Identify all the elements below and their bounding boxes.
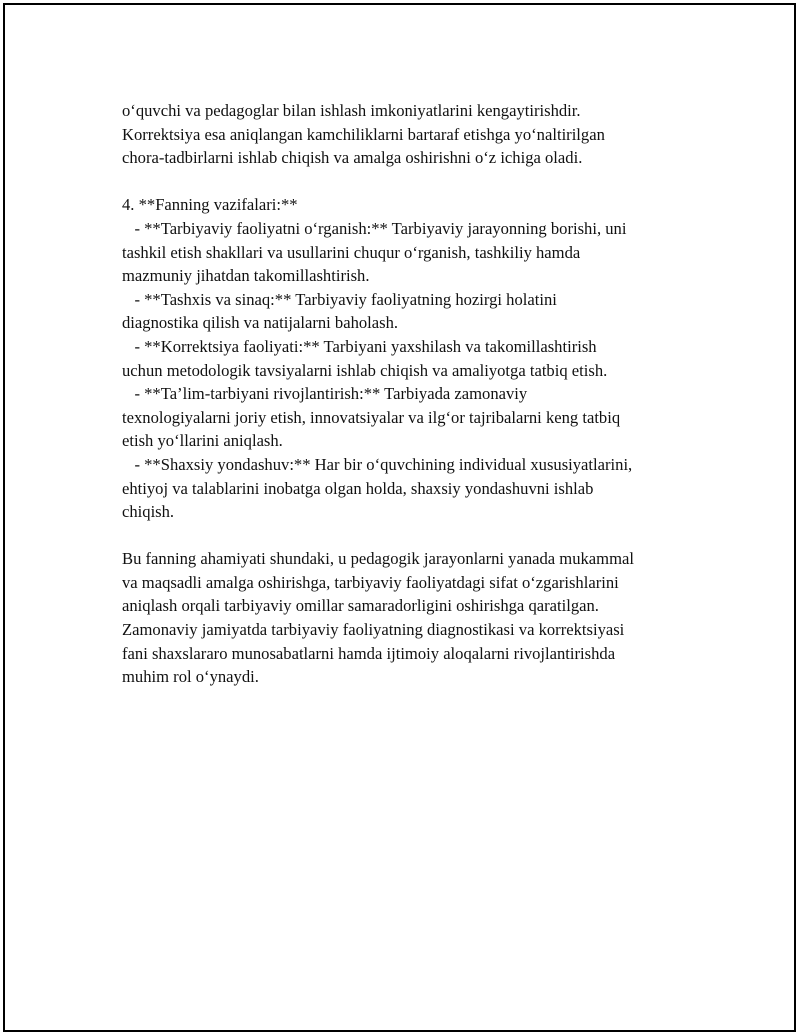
conclusion-line: Bu fanning ahamiyati shundaki, u pedagogik jarayonlarni yanada mukammal [122, 549, 634, 569]
task-line: texnologiyalarni joriy etish, innovatsiyalar va ilg‘or tajribalarni keng tatbiq [122, 407, 621, 427]
task-line: - **Shaxsiy yondashuv:** Har bir o‘quvchining individual xususiyatlarini, [122, 454, 633, 474]
conclusion-line: fani shaxslararo munosabatlarni hamda ijtimoiy aloqalarni rivojlantirishda [122, 643, 616, 663]
page-frame [3, 3, 796, 1032]
document-body [122, 99, 722, 689]
paragraph-gap [122, 170, 722, 194]
task-line: mazmuniy jihatdan takomillashtirish. [122, 266, 370, 286]
task-line: ehtiyoj va talablarini inobatga olgan holda, shaxsiy yondashuvni ishlab [122, 478, 594, 498]
task-line: etish yo‘llarini aniqlash. [122, 431, 283, 451]
conclusion-line: aniqlash orqali tarbiyaviy omillar samaradorligini oshirishga qaratilgan. [122, 596, 599, 616]
intro-line: chora-tadbirlarni ishlab chiqish va amalga oshirishni o‘z ichiga oladi. [122, 148, 583, 168]
task-line: - **Tarbiyaviy faoliyatni o‘rganish:** Tarbiyaviy jarayonning borishi, uni [122, 218, 627, 238]
task-line: diagnostika qilish va natijalarni baholash. [122, 313, 399, 333]
task-line: - **Ta’lim-tarbiyani rivojlantirish:** Tarbiyada zamonaviy [122, 384, 528, 404]
task-line: chiqish. [122, 502, 175, 522]
tasks-heading: 4. **Fanning vazifalari:** [122, 195, 298, 215]
intro-line: o‘quvchi va pedagoglar bilan ishlash imkoniyatlarini kengaytirishdir. [122, 101, 581, 120]
task-line: tashkil etish shakllari va usullarini chuqur o‘rganish, tashkiliy hamda [122, 242, 581, 262]
task-line: uchun metodologik tavsiyalarni ishlab chiqish va amaliyotga tatbiq etish. [122, 360, 608, 380]
task-line: - **Korrektsiya faoliyati:** Tarbiyani yaxshilash va takomillashtirish [122, 336, 597, 356]
conclusion-line: muhim rol o‘ynaydi. [122, 667, 259, 687]
intro-line: Korrektsiya esa aniqlangan kamchiliklarni bartaraf etishga yo‘naltirilgan [122, 124, 605, 144]
conclusion-line: Zamonaviy jamiyatda tarbiyaviy faoliyatning diagnostikasi va korrektsiyasi [122, 620, 625, 640]
task-line: - **Tashxis va sinaq:** Tarbiyaviy faoliyatning hozirgi holatini [122, 289, 557, 309]
conclusion-line: va maqsadli amalga oshirishga, tarbiyaviy faoliyatdagi sifat o‘zgarishlarini [122, 572, 619, 592]
paragraph-gap [122, 524, 722, 548]
